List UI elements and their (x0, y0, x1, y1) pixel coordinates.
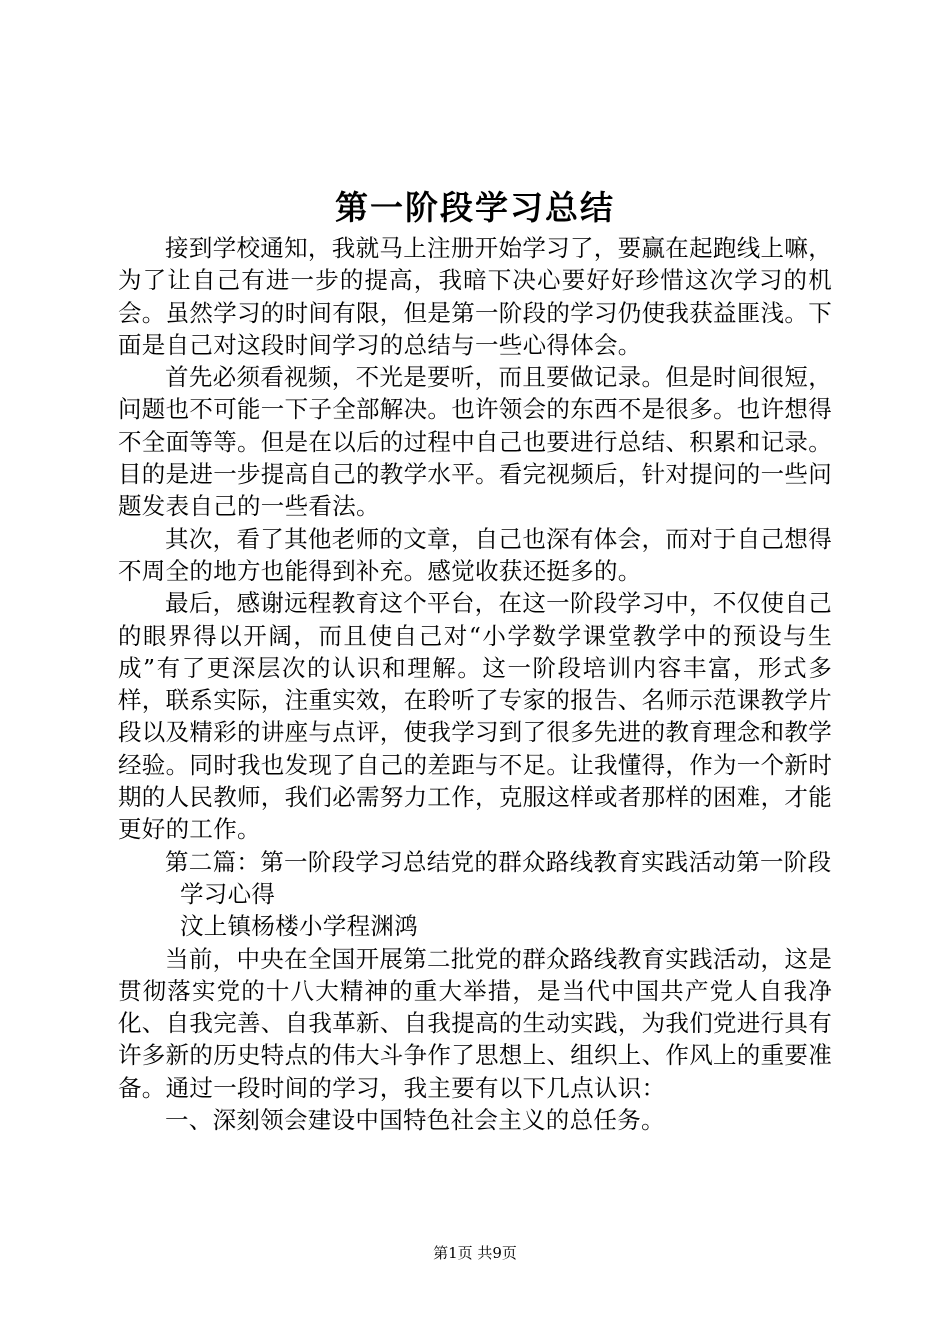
paragraph: 一、深刻领会建设中国特色社会主义的总任务。 (165, 1106, 665, 1135)
document-body (118, 232, 832, 1136)
paragraph: 接到学校通知，我就马上注册开始学习了，要赢在起跑线上嘛，为了让自己有进一步的提高，我暗下决心要好好珍惜这次学习的机会。虽然学习的时间有限，但是第一阶段的学习仍使我获益匪浅。下面是自己对这段时间学习的总结与一些心得体会。 (118, 234, 832, 359)
author-line: 汶上镇杨楼小学程渊鸿 (180, 912, 418, 941)
document-title: 第一阶段学习总结 (335, 188, 615, 227)
paragraph: 最后，感谢远程教育这个平台，在这一阶段学习中，不仅使自己的眼界得以开阔，而且使自己对“小学数学课堂教学中的预设与生成”有了更深层次的认识和理解。这一阶段培训内容丰富，形式多样，联系实际，注重实效，在聆听了专家的报告、名师示范课教学片段以及精彩的讲座与点评，使我学习到了很多先进的教育理念和教学经验。同时我也发现了自己的差距与不足。让我懂得，作为一个新时期的人民教师，我们必需努力工作，克服这样或者那样的困难，才能更好的工作。 (118, 589, 832, 844)
page-number-footer: 第1页 共9页 (433, 1244, 517, 1262)
paragraph: 其次，看了其他老师的文章，自己也深有体会，而对于自己想得不周全的地方也能得到补充。感觉收获还挺多的。 (118, 524, 832, 585)
paragraph: 当前，中央在全国开展第二批党的群众路线教育实践活动，这是贯彻落实党的十八大精神的重大举措，是当代中国共产党人自我净化、自我完善、自我革新、自我提高的生动实践，为我们党进行具有许多新的历史特点的伟大斗争作了思想上、组织上、作风上的重要准备。通过一段时间的学习，我主要有以下几点认识： (118, 944, 832, 1102)
paragraph: 首先必须看视频，不光是要听，而且要做记录。但是时间很短，问题也不可能一下子全部解决。也许领会的东西不是很多。也许想得不全面等等。但是在以后的过程中自己也要进行总结、积累和记录。目的是进一步提高自己的教学水平。看完视频后，针对提问的一些问题发表自己的一些看法。 (118, 363, 832, 521)
paragraph: 第二篇：第一阶段学习总结党的群众路线教育实践活动第一阶段 (165, 847, 832, 876)
section-subtitle: 学习心得 (180, 879, 276, 908)
